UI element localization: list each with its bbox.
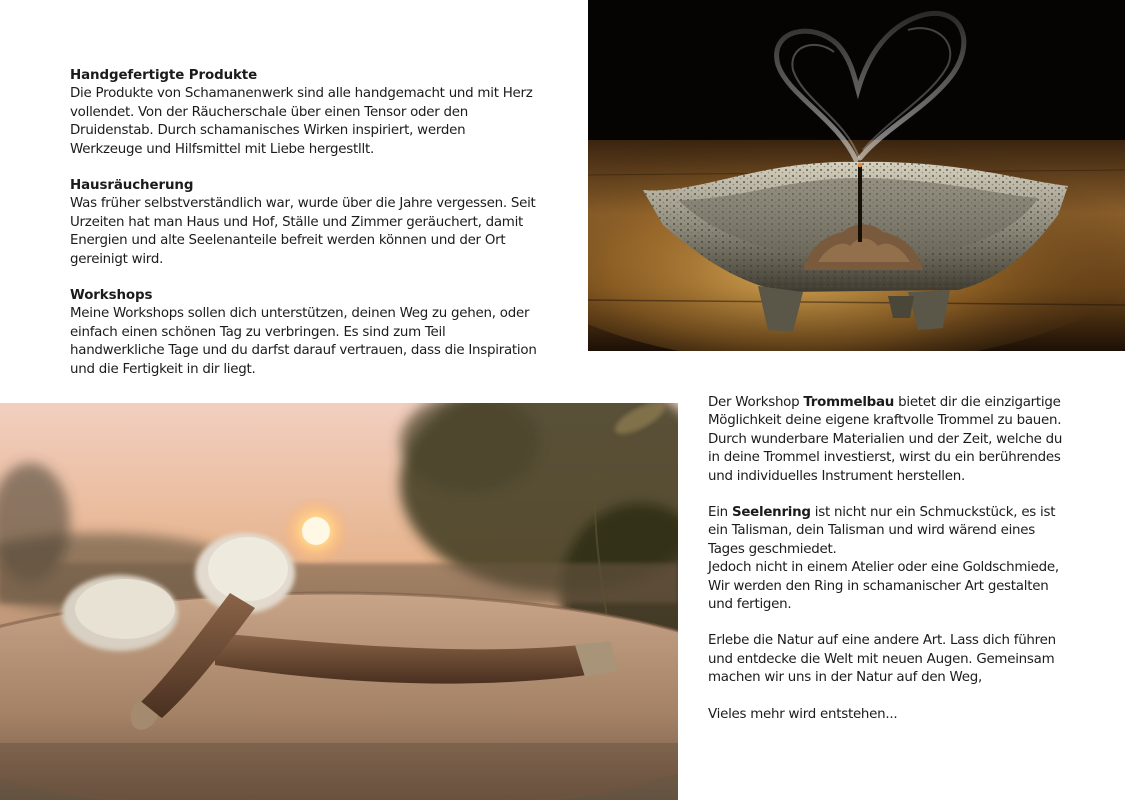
paragraph-text: Erlebe die Natur auf eine andere Art. Lass dich führen und entdecke die Welt mit neuen Augen. Gemeinsam machen wir uns in der Natur auf den Weg, [708, 633, 1056, 686]
paragraph-text: Vieles mehr wird entstehen... [708, 706, 898, 722]
paragraph-seelenring [708, 504, 1068, 614]
incense-bowl-illustration [588, 0, 1125, 351]
drumsticks-illustration [0, 403, 678, 800]
highlight-trommelbau: Trommelbau [803, 395, 895, 410]
right-text-column [708, 394, 1068, 742]
incense-bowl-photo [588, 0, 1125, 351]
drumsticks-sunset-photo [0, 403, 678, 800]
left-text-column [70, 67, 540, 397]
section-hausraeucherung [70, 177, 540, 269]
section-handgefertigte-produkte [70, 67, 540, 159]
paragraph-trommelbau [708, 394, 1068, 486]
section-heading: Handgefertigte Produkte [70, 68, 258, 83]
section-workshops [70, 287, 540, 379]
section-heading: Workshops [70, 288, 153, 304]
paragraph-text: bietet dir die einzigartige Möglichkeit deine eigene kraftvolle Trommel zu bauen. Durch wunderbare Materialien und der Zeit, welche du in deine Trommel investierst, wirst du ein berührendes und individuelles Instrument herstellen. [708, 395, 1063, 484]
paragraph-text: ist nicht nur ein Schmuckstück, es ist ein Talisman, dein Talisman und wird wärend eines Tages geschmiedet. [708, 505, 1056, 557]
section-body: Die Produkte von Schamanenwerk sind alle handgemacht und mit Herz vollendet. Von der Räucherschale über einen Tensor oder den Druidenstab. Durch schamanisches Wirken inspiriert, werden Werkzeuge und Hilfsmittel mit Liebe hergestllt. [70, 86, 533, 157]
section-heading: Hausräucherung [70, 178, 194, 194]
paragraph-natur [708, 632, 1068, 687]
highlight-seelenring: Seelenring [731, 505, 811, 521]
section-body: Meine Workshops sollen dich unterstützen, deinen Weg zu gehen, oder einfach einen schönen Tag zu verbringen. Es sind zum Teil handwerkliche Tage und du darfst darauf vertrauen, dass die Inspiration und die Fertigkeit in dir liegt. [70, 306, 537, 377]
paragraph-text: Ein [708, 505, 732, 521]
paragraph-text: Jedoch nicht in einem Atelier oder eine Goldschmiede, Wir werden den Ring in schamanischer Art gestalten und fertigen. [708, 560, 1059, 613]
section-body: Was früher selbstverständlich war, wurde über die Jahre vergessen. Seit Urzeiten hat man Haus und Hof, Ställe und Zimmer geräuchert, damit Energien und alte Seelenanteile befreit werden können und der Ort gereinigt wird. [70, 196, 536, 267]
paragraph-closing [708, 706, 1068, 724]
paragraph-text: Der Workshop [708, 395, 804, 410]
